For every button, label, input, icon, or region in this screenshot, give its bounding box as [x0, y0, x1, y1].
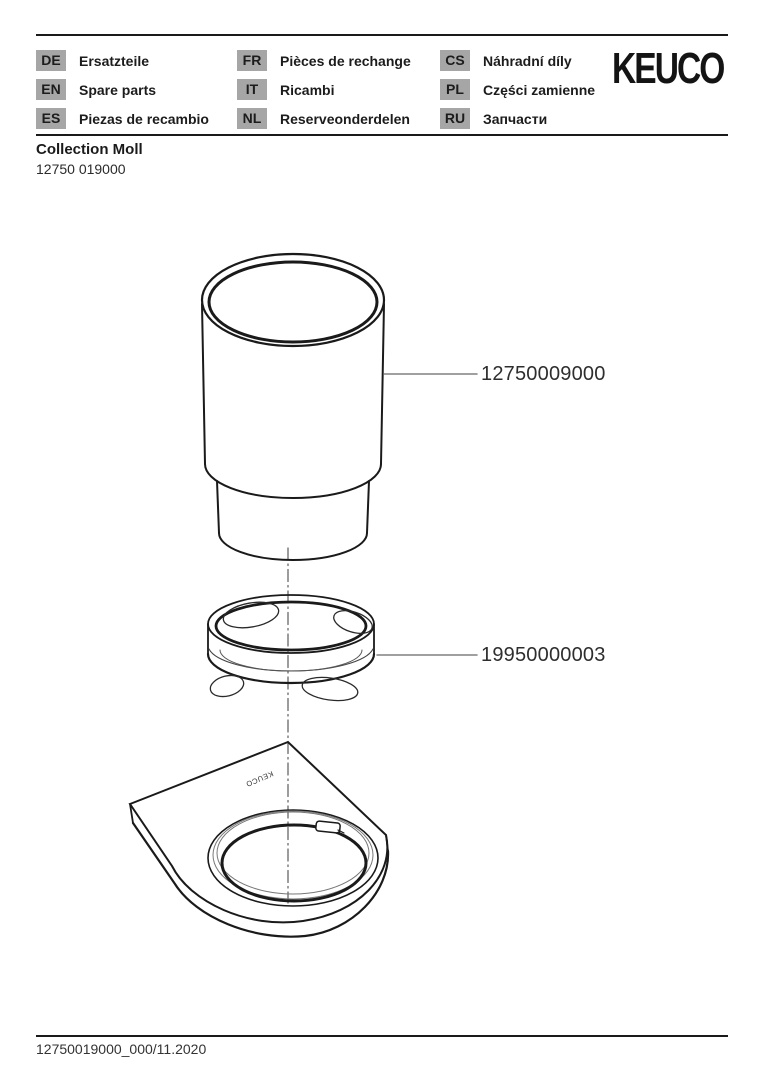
- collection-title: Collection Moll: [36, 141, 143, 158]
- language-badge-cs: CS: [440, 50, 470, 71]
- language-badge-fr: FR: [237, 50, 267, 71]
- language-label-pl: Części zamienne: [483, 81, 596, 98]
- language-badge-es: ES: [36, 108, 66, 129]
- language-label-it: Ricambi: [280, 81, 335, 98]
- insert-ring-drawing: [208, 595, 375, 704]
- language-badge-de: DE: [36, 50, 66, 71]
- language-label-es: Piezas de recambio: [79, 110, 209, 127]
- language-label-cs: Náhradní díly: [483, 52, 572, 69]
- mount-clip-detail: [316, 821, 344, 833]
- language-badge-pl: PL: [440, 79, 470, 100]
- language-label-fr: Pièces de rechange: [280, 52, 411, 69]
- language-badge-nl: NL: [237, 108, 267, 129]
- language-badge-it: IT: [237, 79, 267, 100]
- language-label-nl: Reserveonderdelen: [280, 110, 410, 127]
- holder-plate-drawing: [130, 742, 388, 937]
- document-number: 12750019000_000/11.2020: [36, 1041, 207, 1057]
- language-label-de: Ersatzteile: [79, 52, 150, 69]
- collection-number: 12750 019000: [36, 161, 126, 177]
- language-badge-ru: RU: [440, 108, 470, 129]
- tumbler-drawing: [202, 254, 384, 560]
- language-badge-en: EN: [36, 79, 66, 100]
- keuco-logo: KEUCO: [612, 44, 724, 93]
- footer-divider: [36, 1035, 728, 1037]
- etched-logo-text: KEUCO: [244, 769, 275, 789]
- language-label-en: Spare parts: [79, 81, 157, 98]
- language-label-ru: Запчасти: [483, 110, 548, 127]
- part-number-tumbler: 12750009000: [481, 363, 606, 385]
- part-number-ring: 19950000003: [481, 644, 606, 666]
